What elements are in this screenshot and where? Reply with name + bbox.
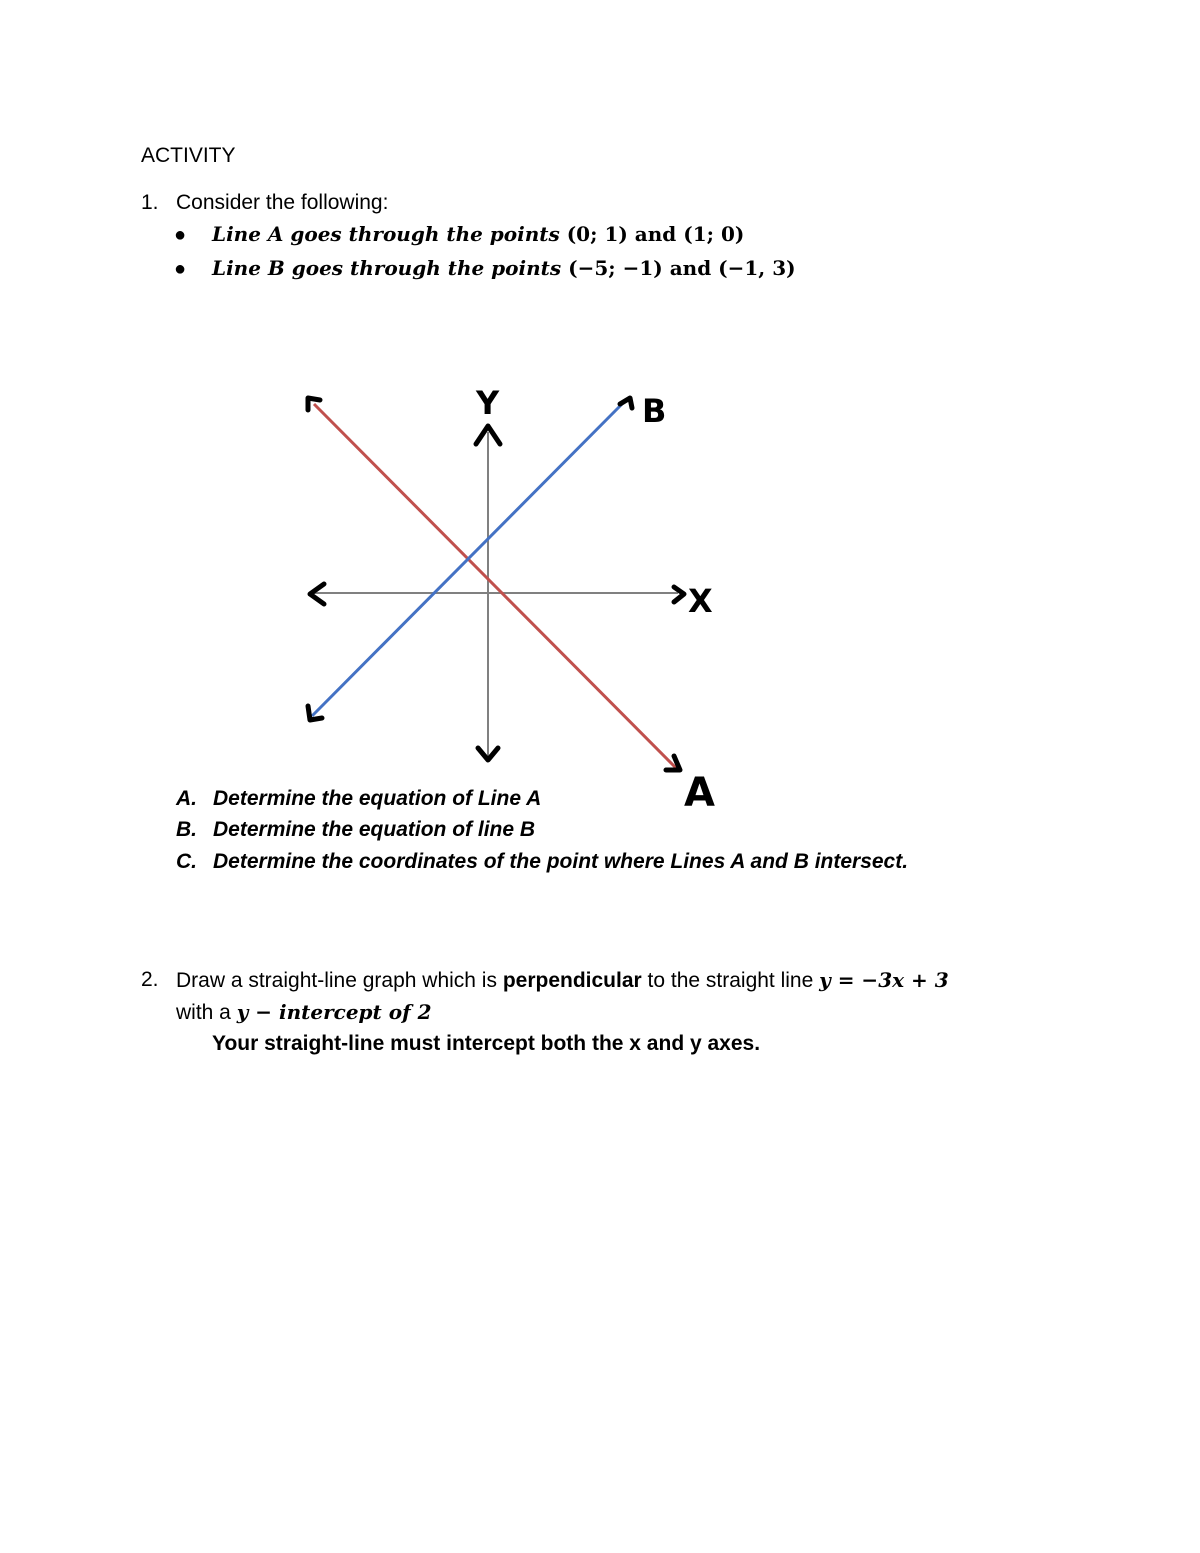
task-a-letter: A.: [176, 787, 197, 810]
question-1-number: 1.: [141, 191, 159, 214]
question-2-number: 2.: [141, 968, 159, 991]
bullet-line-a-text: Line A goes through the points: [212, 222, 567, 246]
task-c-letter: C.: [176, 850, 197, 873]
line-b-arrow-icon: [620, 398, 632, 408]
question-1-intro: Consider the following:: [176, 191, 389, 214]
question-2-instruction: Your straight-line must intercept both the x and y axes.: [212, 1032, 761, 1055]
x-axis-label: X: [688, 582, 713, 620]
perpendicular-word: perpendicular: [502, 969, 642, 992]
given-line-equation: y = −3x + 3: [819, 968, 949, 992]
bullet-line-b-text: Line B goes through the points: [212, 256, 569, 280]
bullet-icon: ●: [174, 258, 187, 280]
bullet-line-a-points: (0; 1) and (1; 0): [566, 222, 745, 246]
question-2-text-1: Draw a straight-line graph which is: [176, 969, 503, 992]
question-2-text-2: to the straight line: [641, 969, 820, 992]
line-b-label: B: [642, 392, 667, 430]
y-intercept-text: y − intercept of 2: [236, 1000, 432, 1024]
question-2-line-2: [176, 1000, 432, 1025]
bullet-line-b-points: (−5; −1) and (−1, 3): [568, 256, 796, 280]
task-b-letter: B.: [176, 818, 197, 841]
task-b: [176, 818, 536, 842]
line-a: [314, 404, 676, 768]
task-a: [176, 787, 542, 811]
y-axis-label: Y: [476, 384, 500, 422]
task-b-text: Determine the equation of line B: [213, 818, 536, 841]
question-2-text-3: with a: [176, 1001, 237, 1024]
activity-heading: ACTIVITY: [141, 144, 236, 167]
task-c-text: Determine the coordinates of the point where Lines A and B intersect.: [213, 850, 909, 873]
x-axis-right-arrow-icon: [674, 587, 684, 602]
question-2-line-1: [176, 968, 949, 993]
task-c: [176, 850, 909, 874]
bullet-icon: ●: [174, 224, 187, 246]
line-a-label: A: [684, 770, 715, 816]
task-a-text: Determine the equation of Line A: [213, 787, 542, 810]
